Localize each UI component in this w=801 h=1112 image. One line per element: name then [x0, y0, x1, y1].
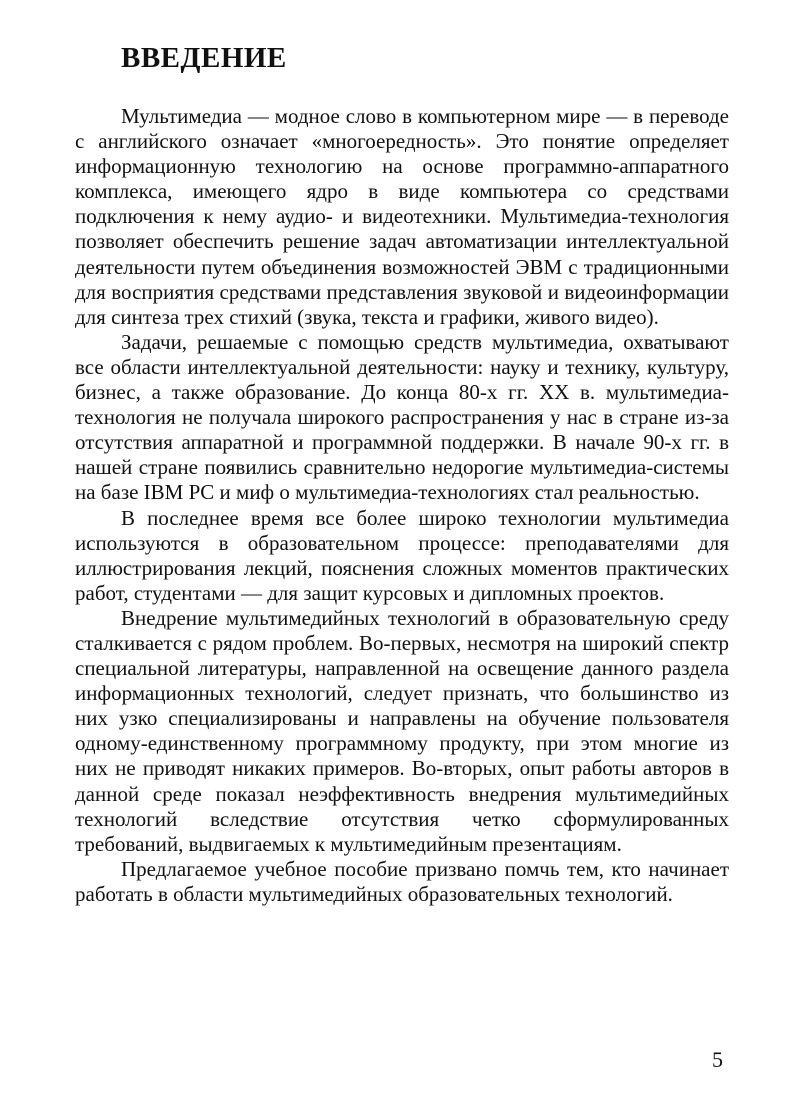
paragraph-4: Внедрение мультимедийных технологий в образовательную среду сталкивается с рядом проблем. Во-первых, несмотря на широкий спектр специальной литературы, направленной на освещение данного раздела информационных технологий, следует признать, что большинство из них узко специализированы и направлены на обучение пользователя одному-единственному программному продукту, при этом многие из них не приводят никаких примеров. Во-вторых, опыт работы авторов в данной среде показал неэффективность внедрения мультимедийных технологий вследствие отсутствия четко сформулированных требований, выдвигаемых к мультимедийным презентациям.: [75, 605, 729, 856]
paragraph-5: Предлагаемое учебное пособие призвано помчь тем, кто начинает работать в области мультимедийных образовательных технологий.: [75, 856, 729, 906]
paragraph-3: В последнее время все более широко технологии мультимедиа используются в образовательном процессе: преподавателями для иллюстрирования лекций, пояснения сложных моментов практических работ, студентами — для защит курсовых и дипломных проектов.: [75, 505, 729, 605]
paragraph-1: Мультимедиа — модное слово в компьютерном мире — в переводе с английского означает «многоередность». Это понятие определяет информационную технологию на основе программно-аппаратного комплекса, имеющего ядро в виде компьютера со средствами подключения к нему аудио- и видеотехники. Мультимедиа-технология позволяет обеспечить решение задач автоматизации интеллектуальной деятельности путем объединения возможностей ЭВМ с традиционными для восприятия средствами представления звуковой и видеоинформации для синтеза трех стихий (звука, текста и графики, живого видео).: [75, 104, 729, 329]
body-text: [75, 104, 729, 907]
paragraph-2: Задачи, решаемые с помощью средств мультимедиа, охватывают все области интеллектуальной деятельности: науку и технику, культуру, бизнес, а также образование. До конца 80-х гг. XX в. мультимедиа-технология не получала широкого распространения у нас в стране из-за отсутствия аппаратной и программной поддержки. В начале 90-х гг. в нашей стране появились сравнительно недорогие мультимедиа-системы на базе IBM PC и миф о мультимедиа-технологиях стал реальностью.: [75, 329, 729, 505]
page-number: 5: [712, 1047, 723, 1072]
section-heading: ВВЕДЕНИЕ: [121, 42, 287, 74]
